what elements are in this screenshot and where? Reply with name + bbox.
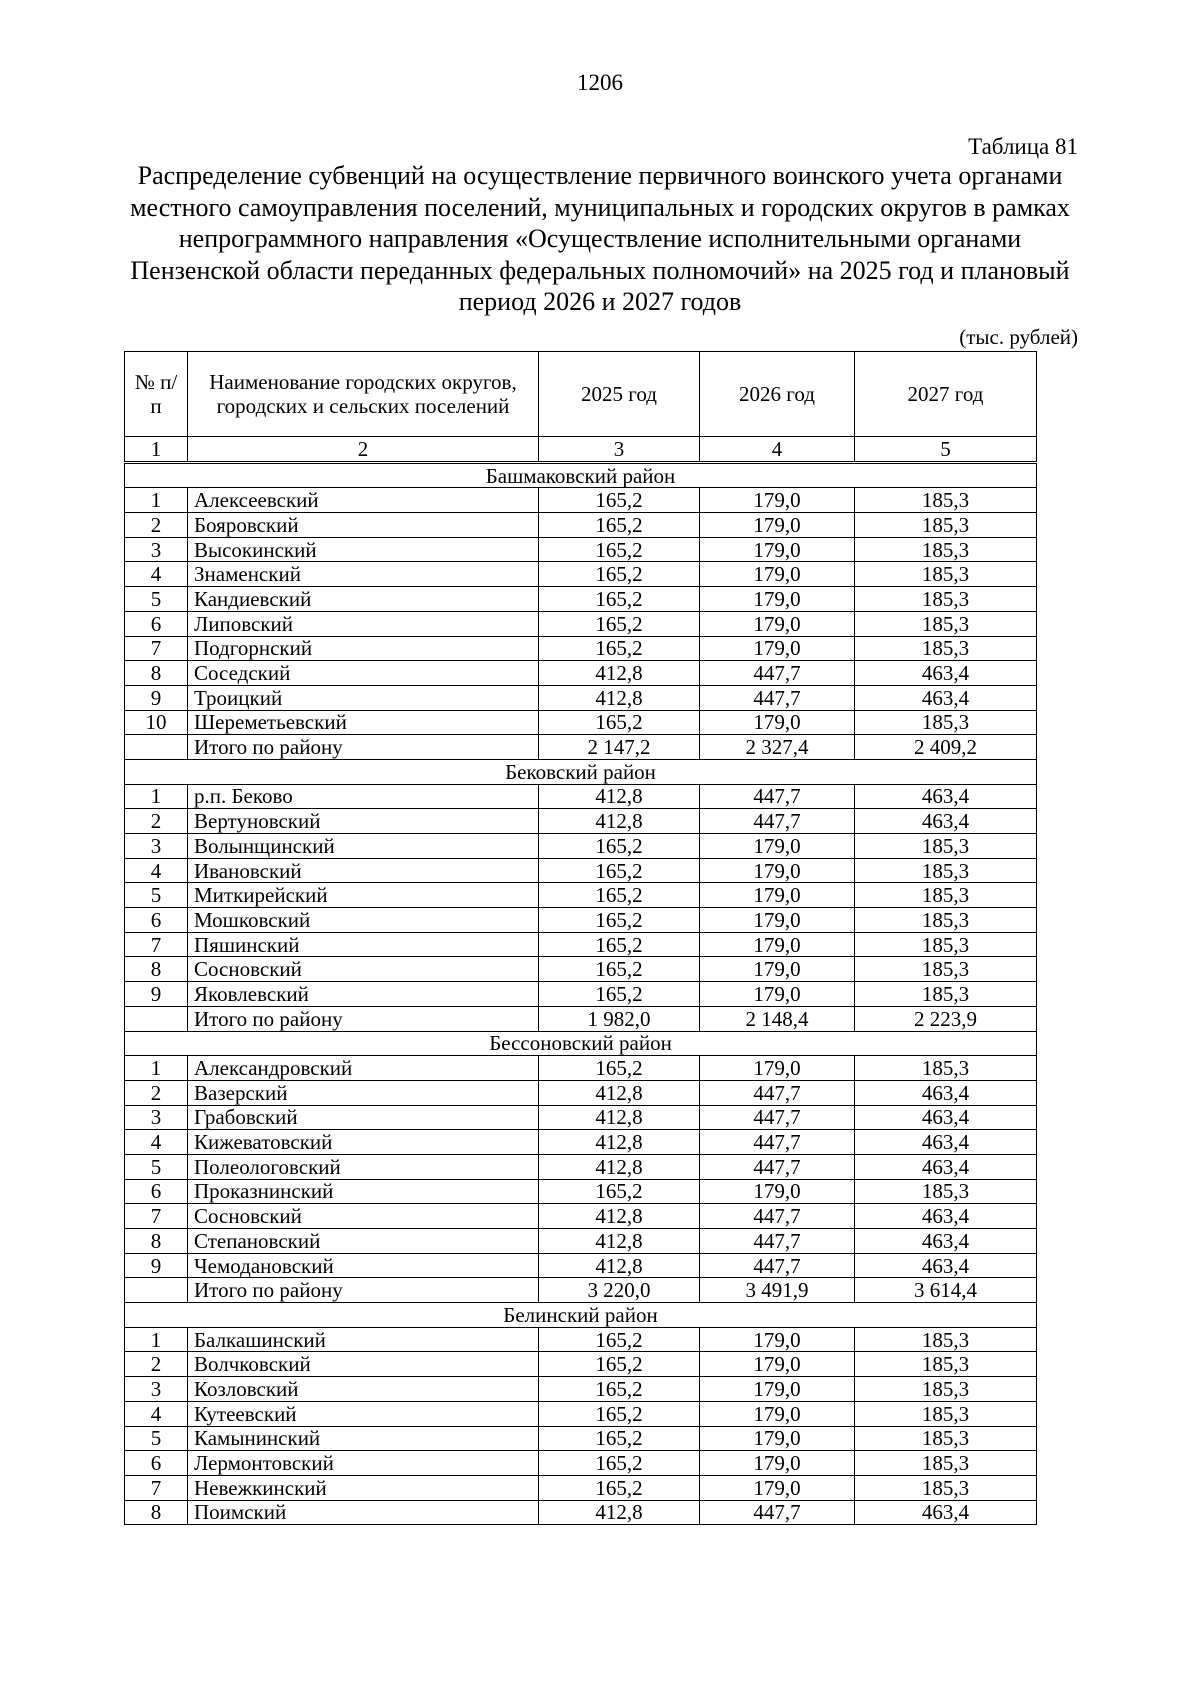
value-2027: 185,3 <box>855 1056 1037 1081</box>
value-2026: 447,7 <box>700 1204 855 1229</box>
value-2026: 179,0 <box>700 932 855 957</box>
value-2025: 165,2 <box>539 908 700 933</box>
settlement-name: Липовский <box>188 611 539 636</box>
value-2027: 463,4 <box>855 1105 1037 1130</box>
value-2027: 185,3 <box>855 587 1037 612</box>
settlement-name: Козловский <box>188 1377 539 1402</box>
value-2025: 165,2 <box>539 587 700 612</box>
settlement-name: Невежкинский <box>188 1475 539 1500</box>
settlement-name: Бояровский <box>188 513 539 538</box>
table-row <box>125 537 1037 562</box>
settlement-name: Волчковский <box>188 1352 539 1377</box>
settlement-name: Кижеватовский <box>188 1130 539 1155</box>
value-2026: 447,7 <box>700 1154 855 1179</box>
value-2025: 412,8 <box>539 784 700 809</box>
value-2026: 447,7 <box>700 1500 855 1525</box>
value-2025: 165,2 <box>539 1401 700 1426</box>
value-2025: 165,2 <box>539 1475 700 1500</box>
row-number: 4 <box>125 1130 188 1155</box>
settlement-name: Балкашинский <box>188 1327 539 1352</box>
value-2025: 165,2 <box>539 1327 700 1352</box>
table-row <box>125 1253 1037 1278</box>
table-row <box>125 957 1037 982</box>
table-row <box>125 883 1037 908</box>
value-2027: 185,3 <box>855 1426 1037 1451</box>
value-2026: 179,0 <box>700 611 855 636</box>
value-2025: 412,8 <box>539 1105 700 1130</box>
value-2026: 179,0 <box>700 957 855 982</box>
units-label: (тыс. рублей) <box>959 325 1078 349</box>
header-name: Наименование городских округов, городских и сельских поселений <box>188 352 539 437</box>
value-2027: 185,3 <box>855 982 1037 1007</box>
row-number: 3 <box>125 537 188 562</box>
value-2026: 447,7 <box>700 784 855 809</box>
value-2026: 179,0 <box>700 1352 855 1377</box>
settlement-name: Мошковский <box>188 908 539 933</box>
value-2025: 165,2 <box>539 858 700 883</box>
table-row <box>125 685 1037 710</box>
value-2025: 165,2 <box>539 562 700 587</box>
table-row <box>125 1451 1037 1476</box>
value-2025: 165,2 <box>539 611 700 636</box>
value-2025: 165,2 <box>539 1426 700 1451</box>
value-2026: 179,0 <box>700 982 855 1007</box>
value-2027: 463,4 <box>855 784 1037 809</box>
value-2026: 447,7 <box>700 809 855 834</box>
value-2027: 185,3 <box>855 932 1037 957</box>
value-2026: 179,0 <box>700 710 855 735</box>
row-number: 2 <box>125 513 188 538</box>
value-2026: 179,0 <box>700 858 855 883</box>
settlement-name: Высокинский <box>188 537 539 562</box>
value-2026: 179,0 <box>700 636 855 661</box>
value-2027: 185,3 <box>855 834 1037 859</box>
row-number: 8 <box>125 661 188 686</box>
value-2027: 463,4 <box>855 1253 1037 1278</box>
settlement-name: Подгорнский <box>188 636 539 661</box>
column-number: 1 <box>125 437 188 463</box>
settlement-name: Камынинский <box>188 1426 539 1451</box>
value-2026: 179,0 <box>700 1475 855 1500</box>
value-2026: 447,7 <box>700 661 855 686</box>
total-value-2026: 2 327,4 <box>700 735 855 760</box>
table-row <box>125 1229 1037 1254</box>
value-2026: 179,0 <box>700 513 855 538</box>
value-2026: 179,0 <box>700 883 855 908</box>
header-2027: 2027 год <box>855 352 1037 437</box>
value-2026: 179,0 <box>700 908 855 933</box>
row-number: 8 <box>125 1500 188 1525</box>
header-2025: 2025 год <box>539 352 700 437</box>
settlement-name: Соседский <box>188 661 539 686</box>
settlement-name: Поимский <box>188 1500 539 1525</box>
value-2027: 185,3 <box>855 1352 1037 1377</box>
total-label: Итого по району <box>188 735 539 760</box>
value-2025: 165,2 <box>539 834 700 859</box>
settlement-name: Лермонтовский <box>188 1451 539 1476</box>
value-2026: 179,0 <box>700 1377 855 1402</box>
row-number: 8 <box>125 1229 188 1254</box>
row-number: 5 <box>125 883 188 908</box>
value-2027: 463,4 <box>855 685 1037 710</box>
row-number: 10 <box>125 710 188 735</box>
row-number: 4 <box>125 1401 188 1426</box>
settlement-name: Сосновский <box>188 957 539 982</box>
row-number: 4 <box>125 858 188 883</box>
row-number: 5 <box>125 587 188 612</box>
value-2025: 412,8 <box>539 1130 700 1155</box>
row-number: 3 <box>125 1105 188 1130</box>
value-2025: 165,2 <box>539 488 700 513</box>
header-num: № п/п <box>125 352 188 437</box>
value-2026: 179,0 <box>700 1179 855 1204</box>
value-2025: 165,2 <box>539 710 700 735</box>
settlement-name: Знаменский <box>188 562 539 587</box>
value-2027: 185,3 <box>855 858 1037 883</box>
document-title: Распределение субвенций на осуществление первичного воинского учета органами местного самоуправления поселений, муниципальных и городских округов в рамках непрограммного направления «Осуществление исполнительными органами Пензенской области переданных федеральных полномочий» на 2025 год и плановый период 2026 и 2027 годов <box>130 161 1070 316</box>
value-2027: 185,3 <box>855 957 1037 982</box>
value-2025: 165,2 <box>539 932 700 957</box>
table-label: Таблица 81 <box>968 134 1078 159</box>
total-num <box>125 1006 188 1031</box>
value-2027: 463,4 <box>855 1154 1037 1179</box>
district-title: Бековский район <box>125 759 1037 784</box>
row-number: 1 <box>125 784 188 809</box>
value-2027: 185,3 <box>855 883 1037 908</box>
district-header-row <box>125 1303 1037 1328</box>
value-2025: 412,8 <box>539 1253 700 1278</box>
row-number: 6 <box>125 611 188 636</box>
value-2027: 185,3 <box>855 562 1037 587</box>
row-number: 1 <box>125 1056 188 1081</box>
column-number-row <box>125 437 1037 463</box>
table-row <box>125 1056 1037 1081</box>
district-title: Белинский район <box>125 1303 1037 1328</box>
district-title: Бессоновский район <box>125 1031 1037 1056</box>
row-number: 2 <box>125 809 188 834</box>
settlement-name: Грабовский <box>188 1105 539 1130</box>
value-2027: 185,3 <box>855 636 1037 661</box>
value-2027: 463,4 <box>855 809 1037 834</box>
settlement-name: Александровский <box>188 1056 539 1081</box>
value-2027: 185,3 <box>855 710 1037 735</box>
table-row <box>125 1352 1037 1377</box>
row-number: 5 <box>125 1426 188 1451</box>
value-2027: 185,3 <box>855 908 1037 933</box>
settlement-name: Алексеевский <box>188 488 539 513</box>
value-2027: 185,3 <box>855 1475 1037 1500</box>
table-row <box>125 488 1037 513</box>
value-2026: 179,0 <box>700 488 855 513</box>
value-2026: 179,0 <box>700 1451 855 1476</box>
value-2025: 165,2 <box>539 1056 700 1081</box>
value-2026: 179,0 <box>700 562 855 587</box>
value-2026: 447,7 <box>700 685 855 710</box>
settlement-name: Троицкий <box>188 685 539 710</box>
table-body <box>125 437 1037 1525</box>
table-row <box>125 513 1037 538</box>
row-number: 7 <box>125 932 188 957</box>
table-row <box>125 562 1037 587</box>
table-row <box>125 587 1037 612</box>
settlement-name: Кутеевский <box>188 1401 539 1426</box>
value-2026: 179,0 <box>700 537 855 562</box>
row-number: 7 <box>125 636 188 661</box>
table-row <box>125 834 1037 859</box>
value-2025: 165,2 <box>539 1179 700 1204</box>
total-label: Итого по району <box>188 1006 539 1031</box>
total-value-2025: 3 220,0 <box>539 1278 700 1303</box>
row-number: 7 <box>125 1475 188 1500</box>
settlement-name: р.п. Беково <box>188 784 539 809</box>
table-row <box>125 908 1037 933</box>
settlement-name: Полеологовский <box>188 1154 539 1179</box>
row-number: 6 <box>125 1179 188 1204</box>
table-row <box>125 784 1037 809</box>
header-2026: 2026 год <box>700 352 855 437</box>
value-2026: 447,7 <box>700 1080 855 1105</box>
value-2026: 447,7 <box>700 1253 855 1278</box>
row-number: 5 <box>125 1154 188 1179</box>
settlement-name: Пяшинский <box>188 932 539 957</box>
value-2026: 179,0 <box>700 1401 855 1426</box>
table-row <box>125 661 1037 686</box>
settlement-name: Сосновский <box>188 1204 539 1229</box>
table-row <box>125 1475 1037 1500</box>
value-2026: 179,0 <box>700 834 855 859</box>
table-row <box>125 932 1037 957</box>
value-2027: 185,3 <box>855 1451 1037 1476</box>
value-2027: 185,3 <box>855 513 1037 538</box>
settlement-name: Шереметьевский <box>188 710 539 735</box>
column-number: 3 <box>539 437 700 463</box>
value-2025: 165,2 <box>539 537 700 562</box>
table-row <box>125 809 1037 834</box>
table-row <box>125 1179 1037 1204</box>
table-row <box>125 1327 1037 1352</box>
table-row <box>125 982 1037 1007</box>
table-row <box>125 1204 1037 1229</box>
value-2027: 185,3 <box>855 537 1037 562</box>
settlement-name: Ивановский <box>188 858 539 883</box>
row-number: 9 <box>125 685 188 710</box>
column-number: 2 <box>188 437 539 463</box>
value-2025: 165,2 <box>539 982 700 1007</box>
table-row <box>125 710 1037 735</box>
value-2025: 412,8 <box>539 1229 700 1254</box>
column-number: 4 <box>700 437 855 463</box>
settlement-name: Яковлевский <box>188 982 539 1007</box>
value-2025: 165,2 <box>539 513 700 538</box>
total-num <box>125 735 188 760</box>
value-2025: 165,2 <box>539 1352 700 1377</box>
value-2025: 165,2 <box>539 1451 700 1476</box>
row-number: 6 <box>125 908 188 933</box>
table-row <box>125 611 1037 636</box>
district-total-row <box>125 1278 1037 1303</box>
row-number: 4 <box>125 562 188 587</box>
settlement-name: Волынщинский <box>188 834 539 859</box>
row-number: 3 <box>125 834 188 859</box>
subvention-table <box>124 351 1037 1525</box>
row-number: 2 <box>125 1080 188 1105</box>
settlement-name: Миткирейский <box>188 883 539 908</box>
total-value-2026: 2 148,4 <box>700 1006 855 1031</box>
row-number: 9 <box>125 982 188 1007</box>
value-2025: 165,2 <box>539 1377 700 1402</box>
value-2025: 412,8 <box>539 809 700 834</box>
district-title: Башмаковский район <box>125 462 1037 488</box>
value-2025: 412,8 <box>539 661 700 686</box>
value-2027: 185,3 <box>855 1179 1037 1204</box>
table-header-row <box>125 352 1037 437</box>
value-2025: 165,2 <box>539 883 700 908</box>
total-value-2027: 3 614,4 <box>855 1278 1037 1303</box>
value-2025: 412,8 <box>539 1080 700 1105</box>
value-2026: 447,7 <box>700 1130 855 1155</box>
value-2025: 412,8 <box>539 1204 700 1229</box>
value-2027: 463,4 <box>855 1229 1037 1254</box>
settlement-name: Чемодановский <box>188 1253 539 1278</box>
value-2027: 185,3 <box>855 488 1037 513</box>
table-row <box>125 1377 1037 1402</box>
settlement-name: Вазерский <box>188 1080 539 1105</box>
value-2025: 412,8 <box>539 1500 700 1525</box>
table-row <box>125 858 1037 883</box>
value-2027: 463,4 <box>855 661 1037 686</box>
table-row <box>125 1105 1037 1130</box>
total-num <box>125 1278 188 1303</box>
total-value-2025: 1 982,0 <box>539 1006 700 1031</box>
row-number: 2 <box>125 1352 188 1377</box>
total-value-2027: 2 223,9 <box>855 1006 1037 1031</box>
total-label: Итого по району <box>188 1278 539 1303</box>
value-2026: 447,7 <box>700 1105 855 1130</box>
district-header-row <box>125 759 1037 784</box>
table-row <box>125 636 1037 661</box>
total-value-2027: 2 409,2 <box>855 735 1037 760</box>
value-2025: 165,2 <box>539 957 700 982</box>
settlement-name: Степановский <box>188 1229 539 1254</box>
district-header-row <box>125 1031 1037 1056</box>
value-2027: 185,3 <box>855 1327 1037 1352</box>
row-number: 3 <box>125 1377 188 1402</box>
value-2027: 185,3 <box>855 611 1037 636</box>
value-2026: 179,0 <box>700 587 855 612</box>
district-header-row <box>125 462 1037 488</box>
value-2026: 179,0 <box>700 1327 855 1352</box>
value-2027: 185,3 <box>855 1401 1037 1426</box>
value-2027: 185,3 <box>855 1377 1037 1402</box>
district-total-row <box>125 735 1037 760</box>
row-number: 9 <box>125 1253 188 1278</box>
table-row <box>125 1426 1037 1451</box>
row-number: 7 <box>125 1204 188 1229</box>
column-number: 5 <box>855 437 1037 463</box>
value-2027: 463,4 <box>855 1080 1037 1105</box>
total-value-2025: 2 147,2 <box>539 735 700 760</box>
value-2026: 179,0 <box>700 1426 855 1451</box>
table-row <box>125 1401 1037 1426</box>
table-row <box>125 1130 1037 1155</box>
row-number: 8 <box>125 957 188 982</box>
settlement-name: Вертуновский <box>188 809 539 834</box>
value-2027: 463,4 <box>855 1130 1037 1155</box>
value-2025: 412,8 <box>539 685 700 710</box>
row-number: 6 <box>125 1451 188 1476</box>
table-row <box>125 1500 1037 1525</box>
value-2025: 165,2 <box>539 636 700 661</box>
value-2027: 463,4 <box>855 1500 1037 1525</box>
settlement-name: Проказнинский <box>188 1179 539 1204</box>
settlement-name: Кандиевский <box>188 587 539 612</box>
value-2025: 412,8 <box>539 1154 700 1179</box>
table-row <box>125 1080 1037 1105</box>
total-value-2026: 3 491,9 <box>700 1278 855 1303</box>
value-2026: 179,0 <box>700 1056 855 1081</box>
row-number: 1 <box>125 488 188 513</box>
row-number: 1 <box>125 1327 188 1352</box>
table-row <box>125 1154 1037 1179</box>
value-2027: 463,4 <box>855 1204 1037 1229</box>
district-total-row <box>125 1006 1037 1031</box>
page-number: 1206 <box>577 70 623 95</box>
value-2026: 447,7 <box>700 1229 855 1254</box>
